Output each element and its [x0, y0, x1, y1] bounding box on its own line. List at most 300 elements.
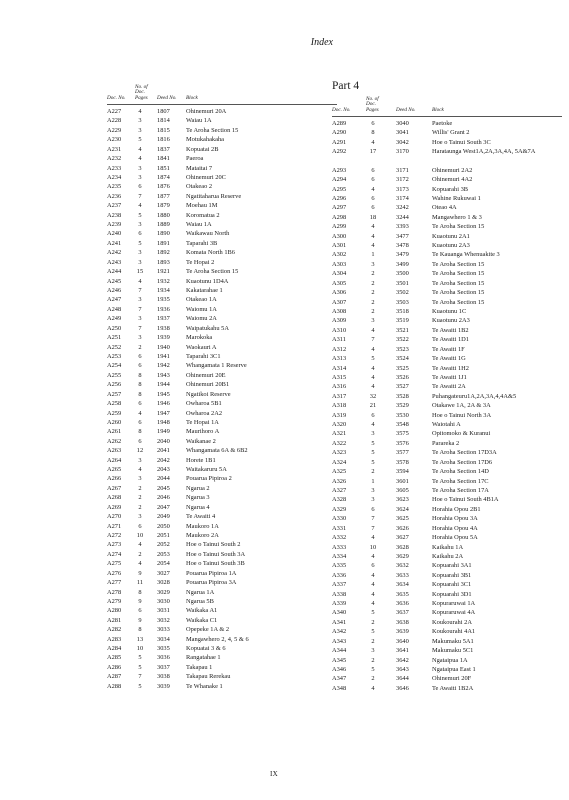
deed-no: 1934 [157, 287, 170, 295]
doc-pages: 5 [371, 439, 375, 447]
doc-no: A244 [107, 268, 122, 276]
index-row [107, 305, 337, 314]
deed-no: 3500 [396, 270, 409, 278]
doc-pages: 3 [371, 430, 375, 438]
doc-pages: 12 [136, 447, 144, 455]
index-row [107, 380, 337, 389]
deed-no: 1936 [157, 305, 170, 313]
block-name: Ngarua 5B [186, 597, 214, 605]
index-row [332, 194, 562, 203]
deed-no: 3641 [396, 647, 409, 655]
doc-no: A343 [332, 637, 347, 645]
index-row [107, 569, 337, 578]
index-row [332, 279, 562, 288]
doc-no: A292 [332, 148, 347, 156]
doc-no: A233 [107, 164, 122, 172]
deed-no: 3637 [396, 609, 409, 617]
doc-no: A294 [332, 176, 347, 184]
doc-pages: 8 [138, 588, 142, 596]
block-name: Maukoro 2A [186, 531, 219, 539]
deed-no: 1940 [157, 343, 170, 351]
block-name: Hoe o Tainui South 4B1A [432, 496, 499, 504]
deed-no: 3625 [396, 515, 409, 523]
deed-no: 3634 [396, 581, 409, 589]
deed-no: 3032 [157, 616, 170, 624]
doc-no: A286 [107, 663, 122, 671]
doc-no: A283 [107, 635, 122, 643]
doc-pages: 2 [371, 468, 375, 476]
doc-no: A317 [332, 392, 347, 400]
block-name: Waokauri A [186, 343, 217, 351]
block-name: Waiau 1A [186, 117, 212, 125]
doc-pages: 8 [371, 129, 375, 137]
doc-no: A293 [332, 166, 347, 174]
deed-no: 1946 [157, 400, 170, 408]
index-row [332, 316, 562, 325]
deed-no: 3171 [396, 166, 409, 174]
doc-no: A238 [107, 211, 122, 219]
deed-no: 1814 [157, 117, 170, 125]
index-row [107, 456, 337, 465]
index-row [107, 446, 337, 455]
index-row [107, 201, 337, 210]
block-name: Te Hopai 2 [186, 258, 215, 266]
deed-no: 3639 [396, 628, 409, 636]
deed-no: 1932 [157, 277, 170, 285]
deed-no: 3244 [396, 213, 409, 221]
doc-pages: 3 [138, 258, 142, 266]
doc-no: A257 [107, 390, 122, 398]
heading-deed-no: Deed No. [396, 107, 416, 114]
doc-no: A342 [332, 628, 347, 636]
index-row [332, 175, 562, 184]
index-row [332, 599, 562, 608]
doc-no: A332 [332, 534, 347, 542]
block-name: Horahia Opou 4A [432, 524, 478, 532]
block-name: Mataitai 7 [186, 164, 213, 172]
deed-no: 1877 [157, 192, 170, 200]
deed-no: 3393 [396, 223, 409, 231]
index-row [107, 625, 337, 634]
doc-no: A318 [332, 402, 347, 410]
deed-no: 3605 [396, 487, 409, 494]
doc-pages: 2 [138, 494, 142, 502]
block-name: Te Hopai 1A [186, 418, 219, 426]
doc-pages: 6 [138, 437, 142, 445]
block-name: Mangawhero 2, 4, 5 & 6 [186, 635, 249, 643]
doc-pages: 1 [371, 251, 375, 259]
doc-no: A335 [332, 562, 347, 570]
doc-no: A262 [107, 437, 122, 445]
block-name: Waiau 1A [186, 221, 212, 229]
doc-no: A278 [107, 588, 122, 596]
block-name: Kopuraruwai 4A [432, 609, 476, 617]
doc-pages: 6 [138, 362, 142, 370]
heading-deed-no: Deed No. [157, 95, 177, 102]
doc-no: A347 [332, 675, 347, 683]
doc-pages: 6 [371, 562, 375, 570]
block-name: Otakawe 1A, 2A & 3A [432, 402, 491, 410]
index-row [107, 540, 337, 549]
block-name: Te Aroha Section 17D6 [432, 458, 493, 466]
doc-no: A285 [107, 654, 122, 662]
doc-pages: 6 [138, 183, 142, 191]
index-row [107, 484, 337, 493]
doc-no: A230 [107, 136, 122, 144]
doc-no: A322 [332, 439, 347, 447]
doc-pages: 6 [138, 230, 142, 238]
index-row [332, 458, 562, 467]
deed-no: 3039 [157, 682, 170, 690]
doc-no: A250 [107, 324, 122, 332]
doc-pages: 2 [371, 307, 375, 315]
index-row [332, 185, 562, 194]
doc-pages: 3 [138, 117, 142, 125]
deed-no: 1879 [157, 202, 170, 210]
index-row [332, 288, 562, 297]
index-row [332, 203, 562, 212]
index-row [332, 571, 562, 580]
block-name: Ohinemuri 2A2 [432, 166, 473, 174]
heading-block: Block [432, 107, 444, 114]
doc-no: A333 [332, 543, 347, 551]
doc-no: A284 [107, 645, 122, 653]
index-row [332, 429, 562, 438]
index-row [107, 314, 337, 323]
index-row [107, 522, 337, 531]
doc-pages: 9 [138, 616, 142, 624]
deed-no: 3644 [396, 675, 409, 683]
block-name: Oteao 4A [432, 204, 457, 212]
deed-no: 3499 [396, 260, 409, 268]
doc-no: A291 [332, 138, 347, 146]
doc-pages: 3 [138, 456, 142, 464]
block-name: Kaikahu 1A [432, 543, 464, 551]
doc-no: A267 [107, 484, 122, 492]
deed-no: 3601 [396, 477, 409, 485]
doc-no: A326 [332, 477, 347, 485]
block-name: Koukourahi 2A [432, 618, 472, 626]
block-name: Otakeao 2 [186, 183, 213, 191]
index-row [107, 324, 337, 333]
doc-pages: 4 [371, 684, 375, 692]
doc-pages: 5 [138, 663, 142, 671]
doc-pages: 4 [371, 590, 375, 598]
deed-no: 1935 [157, 296, 170, 304]
doc-pages: 5 [371, 628, 375, 636]
block-name: Makumaku 5A1 [432, 637, 474, 645]
doc-no: A297 [332, 204, 347, 212]
doc-pages: 15 [136, 268, 144, 276]
deed-no: 3528 [396, 392, 409, 400]
doc-no: A246 [107, 287, 122, 295]
block-name: Te Aroha Section 15 [432, 289, 485, 297]
index-row [332, 420, 562, 429]
doc-no: A287 [107, 673, 122, 681]
block-name: Koukourahi 4A1 [432, 628, 476, 636]
deed-no: 3502 [396, 289, 409, 297]
heading-block: Block [186, 95, 198, 102]
doc-pages: 2 [138, 484, 142, 492]
deed-no: 1851 [157, 164, 170, 172]
index-row [107, 182, 337, 191]
doc-no: A282 [107, 626, 122, 634]
doc-no: A341 [332, 618, 347, 626]
index-row [332, 467, 562, 476]
deed-no: 3526 [396, 373, 409, 381]
doc-pages: 5 [138, 239, 142, 247]
doc-no: A340 [332, 609, 347, 617]
block-name: Hoe o Tainui South 3C [432, 138, 491, 146]
index-row [332, 448, 562, 457]
block-name: Kuaotunu 2A3 [432, 317, 470, 325]
doc-pages: 9 [138, 597, 142, 605]
deed-no: 2051 [157, 531, 170, 539]
deed-no: 3503 [396, 298, 409, 306]
deed-no: 1939 [157, 334, 170, 342]
doc-pages: 13 [136, 635, 144, 643]
block-name: Te Awaiti 1J1 [432, 373, 467, 381]
index-row [107, 126, 337, 135]
index-row [332, 637, 562, 646]
doc-no: A338 [332, 590, 347, 598]
index-row [332, 401, 562, 410]
deed-no: 2050 [157, 522, 170, 530]
index-row [332, 505, 562, 514]
block-name: Waikaka A1 [186, 607, 218, 615]
deed-no: 3173 [396, 185, 409, 193]
doc-no: A242 [107, 249, 122, 257]
doc-pages: 6 [371, 176, 375, 184]
doc-no: A312 [332, 345, 347, 353]
block-name: Waipatukahu 5A [186, 324, 229, 332]
doc-pages: 4 [138, 541, 142, 549]
doc-no: A348 [332, 684, 347, 692]
index-row [332, 524, 562, 533]
block-name: Hoe o Tainui South 2 [186, 541, 241, 549]
index-row [107, 597, 337, 606]
doc-no: A306 [332, 289, 347, 297]
block-name: Waitakaruru 5A [186, 466, 227, 474]
block-name: Motukahakaha [186, 136, 224, 144]
deed-no: 3518 [396, 307, 409, 315]
deed-no: 1815 [157, 126, 170, 134]
deed-no: 3170 [396, 148, 409, 156]
block-name: Opepeke 1A & 2 [186, 626, 230, 634]
doc-no: A298 [332, 213, 347, 221]
block-name: Otakeao 1A [186, 296, 217, 304]
block-name: Marokoka [186, 334, 213, 342]
doc-pages: 21 [369, 402, 377, 410]
doc-pages: 3 [138, 164, 142, 172]
doc-no: A314 [332, 364, 347, 372]
doc-pages: 4 [371, 571, 375, 579]
block-name: Owharoa 2A2 [186, 409, 223, 417]
index-row [107, 559, 337, 568]
doc-no: A232 [107, 155, 122, 163]
index-row [332, 119, 562, 128]
doc-no: A303 [332, 260, 347, 268]
block-name: Te Awaiti 1D1 [432, 336, 469, 344]
doc-no: A321 [332, 430, 347, 438]
doc-no: A300 [332, 232, 347, 240]
index-row [332, 580, 562, 589]
block-name: Hoe o Tainui South 3A [186, 550, 246, 558]
doc-no: A307 [332, 298, 347, 306]
heading-no-pages: No. of Doc. Pages [366, 95, 379, 114]
index-row [107, 437, 337, 446]
deed-no: 1807 [157, 108, 170, 115]
doc-pages: 7 [371, 336, 375, 344]
index-row [332, 222, 562, 231]
index-row [332, 627, 562, 636]
index-row [107, 588, 337, 597]
index-row [332, 307, 562, 316]
block-name: Kaikahu 2A [432, 552, 464, 560]
deed-no: 1948 [157, 418, 170, 426]
doc-no: A309 [332, 317, 347, 325]
block-name: Taparahi 3B [186, 239, 218, 247]
deed-no: 3477 [396, 232, 409, 240]
deed-no: 3478 [396, 242, 409, 250]
doc-pages: 7 [138, 192, 142, 200]
index-row [332, 260, 562, 269]
deed-no: 3041 [396, 129, 409, 137]
deed-no: 3632 [396, 562, 409, 570]
doc-no: A261 [107, 428, 122, 436]
index-row [107, 361, 337, 370]
doc-no: A329 [332, 505, 347, 513]
deed-no: 1880 [157, 211, 170, 219]
deed-no: 2049 [157, 513, 170, 521]
deed-no: 1837 [157, 145, 170, 153]
block-name: Kopuatai 3 & 6 [186, 645, 226, 653]
block-name: Te Aroha Section 17C [432, 477, 489, 485]
doc-pages: 4 [138, 108, 142, 115]
block-name: Paetoke [432, 120, 453, 127]
block-name: Kuaotunu 2A3 [432, 242, 470, 250]
block-name: Ohinemuri 4A2 [432, 176, 473, 184]
doc-pages: 4 [371, 373, 375, 381]
block-name: Te Aroha Section 15 [186, 268, 239, 276]
block-name: Ngarua 2 [186, 484, 210, 492]
doc-pages: 2 [371, 279, 375, 287]
deed-no: 3038 [157, 673, 170, 681]
block-name: Kopuatai 2B [186, 145, 219, 153]
deed-no: 1892 [157, 249, 170, 257]
doc-no: A228 [107, 117, 122, 125]
index-row [332, 486, 562, 495]
index-row [332, 373, 562, 382]
doc-no: A315 [332, 373, 347, 381]
doc-pages: 4 [371, 185, 375, 193]
deed-no: 3548 [396, 421, 409, 429]
doc-no: A311 [332, 336, 346, 344]
block-name: Ohinemuri 20F [432, 675, 472, 683]
index-row [332, 138, 562, 147]
index-row [107, 503, 337, 512]
block-name: Ngarua 1A [186, 588, 215, 596]
block-name: Te Aroha Section 15 [432, 298, 485, 306]
doc-pages: 17 [369, 148, 377, 156]
deed-no: 3042 [396, 138, 409, 146]
doc-pages: 5 [371, 355, 375, 363]
block-name: Te Awaiti 2A [432, 383, 466, 391]
block-name: Moehau 1M [186, 202, 218, 210]
doc-pages: 7 [371, 524, 375, 532]
block-name: Te Awaiti 1F [432, 345, 465, 353]
index-row [332, 590, 562, 599]
block-name: Ohinemuri 20E [186, 371, 226, 379]
deed-no: 1945 [157, 390, 170, 398]
deed-no: 3636 [396, 600, 409, 608]
doc-no: A271 [107, 522, 122, 530]
doc-pages: 5 [371, 666, 375, 674]
block-name: Whangamata 6A & 6B2 [186, 447, 248, 455]
doc-pages: 8 [138, 371, 142, 379]
doc-pages: 6 [371, 120, 375, 127]
block-name: Te Aroha Section 15 [432, 270, 485, 278]
deed-no: 2044 [157, 475, 170, 483]
doc-no: A308 [332, 307, 347, 315]
deed-no: 3627 [396, 534, 409, 542]
deed-no: 3623 [396, 496, 409, 504]
block-name: Makumaku 5C1 [432, 647, 474, 655]
block-name: Maurihoro A [186, 428, 220, 436]
block-name: Kuaotunu 2A1 [432, 232, 470, 240]
block-name: Ngatitaharua Reserve [186, 192, 242, 200]
index-row [332, 618, 562, 627]
deed-no: 2054 [157, 560, 170, 568]
block-name: Ohinemuri 20B1 [186, 381, 230, 389]
index-row [332, 477, 562, 486]
index-row [332, 241, 562, 250]
index-row [107, 635, 337, 644]
doc-no: A263 [107, 447, 122, 455]
doc-pages: 8 [138, 428, 142, 436]
deed-no: 3628 [396, 543, 409, 551]
deed-no: 2043 [157, 466, 170, 474]
block-name: Te Aroha Section 15 [432, 260, 485, 268]
index-row [332, 250, 562, 259]
block-name: Parareka 2 [432, 439, 460, 447]
doc-pages: 4 [371, 345, 375, 353]
doc-pages: 2 [371, 289, 375, 297]
doc-no: A296 [332, 194, 347, 202]
deed-no: 3174 [396, 194, 409, 202]
doc-pages: 4 [138, 145, 142, 153]
doc-pages: 4 [138, 409, 142, 417]
index-row [332, 269, 562, 278]
block-name: Kopuarahi 3C1 [432, 581, 472, 589]
block-name: Kopuarahi 3B1 [432, 571, 472, 579]
index-row [107, 220, 337, 229]
deed-no: 1889 [157, 221, 170, 229]
index-row [332, 392, 562, 401]
index-row [107, 663, 337, 672]
doc-pages: 3 [371, 496, 375, 504]
deed-no: 1921 [157, 268, 170, 276]
doc-no: A276 [107, 569, 122, 577]
deed-no: 3028 [157, 579, 170, 587]
doc-pages: 18 [369, 213, 377, 221]
index-row [107, 258, 337, 267]
doc-no: A280 [107, 607, 122, 615]
deed-no: 2047 [157, 503, 170, 511]
deed-no: 3521 [396, 326, 409, 334]
doc-pages: 4 [371, 326, 375, 334]
deed-no: 3525 [396, 364, 409, 372]
